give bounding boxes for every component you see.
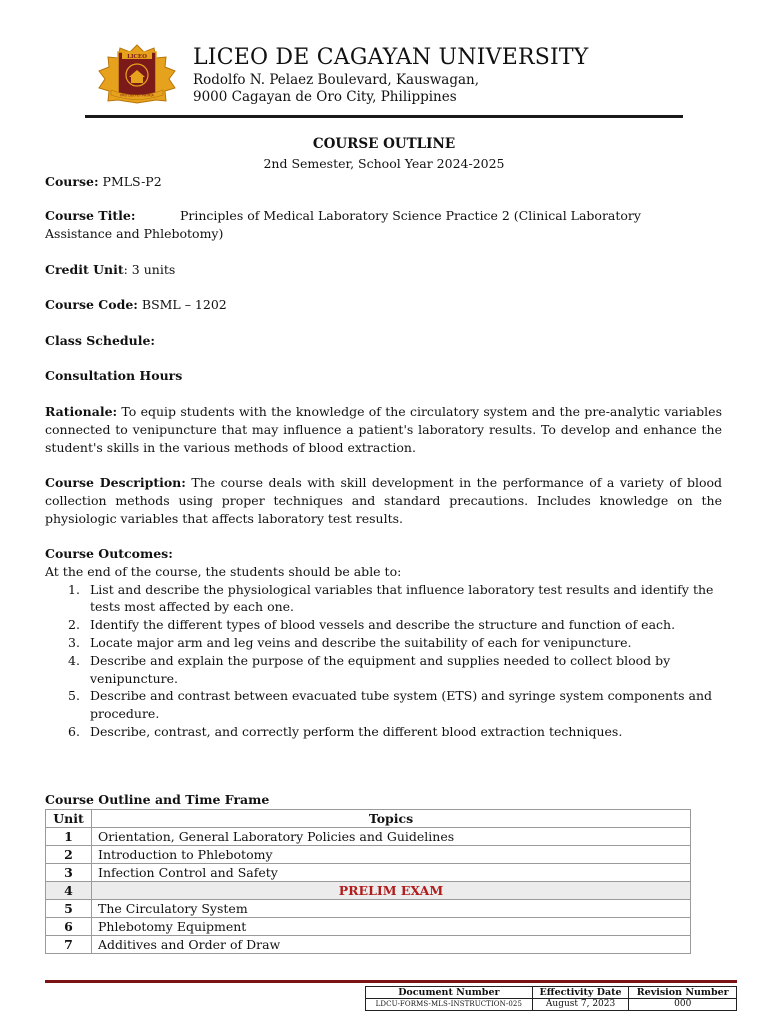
unit-cell: 3 <box>46 864 92 882</box>
list-item-text: Describe and explain the purpose of the equipment and supplies needed to collect blood by venipuncture. <box>90 652 671 686</box>
credit-field <box>45 261 175 279</box>
consultation-label: Consultation Hours <box>45 368 183 383</box>
list-item <box>45 723 725 741</box>
list-item-number: 1. <box>68 581 80 597</box>
course-title-label: Course Title: <box>45 208 136 223</box>
list-item-text: Identify the different types of blood vessels and describe the structure and function of each. <box>90 617 676 633</box>
course-code-label: Course Code: <box>45 297 138 312</box>
course-title-field <box>45 207 641 225</box>
list-item <box>45 634 725 652</box>
course-label: Course: <box>45 174 99 189</box>
topic-cell: Additives and Order of Draw <box>92 936 691 954</box>
list-item-number: 5. <box>68 688 80 704</box>
consultation-field <box>45 367 182 385</box>
unit-cell: 6 <box>46 918 92 936</box>
list-item <box>45 616 725 634</box>
topics-header: Topics <box>92 810 691 828</box>
revision-number-value: 000 <box>629 999 737 1011</box>
course-code-value: BSML – 1202 <box>137 297 227 312</box>
topic-cell: Introduction to Phlebotomy <box>92 846 691 864</box>
course-code-field <box>45 296 227 314</box>
revision-number-header: Revision Number <box>629 987 737 999</box>
doc-info-header-row <box>366 987 737 999</box>
seal-band-text: PRO DEO ET PATRIA <box>120 93 154 98</box>
header-divider <box>85 115 683 118</box>
list-item <box>45 581 725 617</box>
outcomes-label: Course Outcomes: <box>45 546 173 561</box>
course-value: PMLS-P2 <box>98 174 162 189</box>
seal-text: LICEO <box>127 54 147 60</box>
table-header-row <box>46 810 691 828</box>
course-field <box>45 173 162 191</box>
description-label: Course Description: <box>45 475 186 490</box>
topic-cell: Infection Control and Safety <box>92 864 691 882</box>
table-row-exam <box>46 882 691 900</box>
unit-cell: 7 <box>46 936 92 954</box>
list-item-number: 4. <box>68 652 80 668</box>
table-row <box>46 846 691 864</box>
unit-cell: 4 <box>46 882 92 900</box>
document-subtitle: 2nd Semester, School Year 2024-2025 <box>263 156 505 171</box>
list-item <box>45 687 725 723</box>
course-outcomes <box>45 545 725 741</box>
credit-label: Credit Unit <box>45 262 124 277</box>
outline-table-title: Course Outline and Time Frame <box>45 792 270 807</box>
topic-cell: Phlebotomy Equipment <box>92 918 691 936</box>
document-info-table <box>365 986 737 1011</box>
list-item-text: Locate major arm and leg veins and describe the suitability of each for venipuncture. <box>90 634 632 650</box>
table-row <box>46 936 691 954</box>
outcomes-intro: At the end of the course, the students should be able to: <box>45 563 402 579</box>
table-row <box>46 918 691 936</box>
description-text: The course deals with skill development in the performance of a variety of blood collection methods using proper techniques and standard precautions. Includes knowledge on the physiologic variables that affects laboratory test results. <box>45 475 722 526</box>
course-title-value-cont: Assistance and Phlebotomy) <box>45 226 224 241</box>
description-paragraph <box>45 474 722 527</box>
unit-cell: 2 <box>46 846 92 864</box>
effectivity-date-value: August 7, 2023 <box>532 999 629 1011</box>
address-line-2: 9000 Cagayan de Oro City, Philippines <box>193 89 457 105</box>
university-address <box>193 72 479 106</box>
topic-cell: Orientation, General Laboratory Policies and Guidelines <box>92 828 691 846</box>
rationale-label: Rationale: <box>45 404 118 419</box>
document-title: COURSE OUTLINE <box>312 136 456 152</box>
doc-number-header: Document Number <box>366 987 533 999</box>
list-item-text: Describe and contrast between evacuated tube system (ETS) and syringe system components and procedure. <box>90 688 712 722</box>
university-name: LICEO DE CAGAYAN UNIVERSITY <box>193 45 589 70</box>
doc-info-value-row <box>366 999 737 1011</box>
course-title-value: Principles of Medical Laboratory Science Practice 2 (Clinical Laboratory <box>180 208 641 223</box>
unit-header: Unit <box>46 810 92 828</box>
unit-cell: 5 <box>46 900 92 918</box>
list-item-text: Describe, contrast, and correctly perform the different blood extraction techniques. <box>90 723 623 739</box>
table-row <box>46 828 691 846</box>
class-schedule-label: Class Schedule: <box>45 333 156 348</box>
doc-number-value: LDCU-FORMS-MLS-INSTRUCTION-025 <box>366 999 533 1011</box>
credit-value: : 3 units <box>123 262 176 277</box>
rationale-text: To equip students with the knowledge of the circulatory system and the pre-analytic variables connected to venipuncture that may influence a patient's laboratory results. To develop and enhance the student's skills in the various methods of blood extraction. <box>45 404 722 455</box>
list-item-number: 3. <box>68 634 80 650</box>
university-seal-icon <box>98 44 176 104</box>
footer-divider <box>45 980 737 983</box>
exam-topic-cell: PRELIM EXAM <box>92 882 691 900</box>
list-item-text: List and describe the physiological variables that influence laboratory test results and identify the tests most affected by each one. <box>90 581 714 615</box>
topic-cell: The Circulatory System <box>92 900 691 918</box>
list-item-number: 6. <box>68 723 80 739</box>
outcomes-list <box>45 581 725 741</box>
outline-table <box>45 809 691 954</box>
address-line-1: Rodolfo N. Pelaez Boulevard, Kauswagan, <box>193 72 479 88</box>
effectivity-date-header: Effectivity Date <box>532 987 629 999</box>
rationale-paragraph <box>45 403 722 456</box>
class-schedule-field <box>45 332 155 350</box>
list-item <box>45 652 725 688</box>
list-item-number: 2. <box>68 617 80 633</box>
table-row <box>46 864 691 882</box>
unit-cell: 1 <box>46 828 92 846</box>
table-row <box>46 900 691 918</box>
